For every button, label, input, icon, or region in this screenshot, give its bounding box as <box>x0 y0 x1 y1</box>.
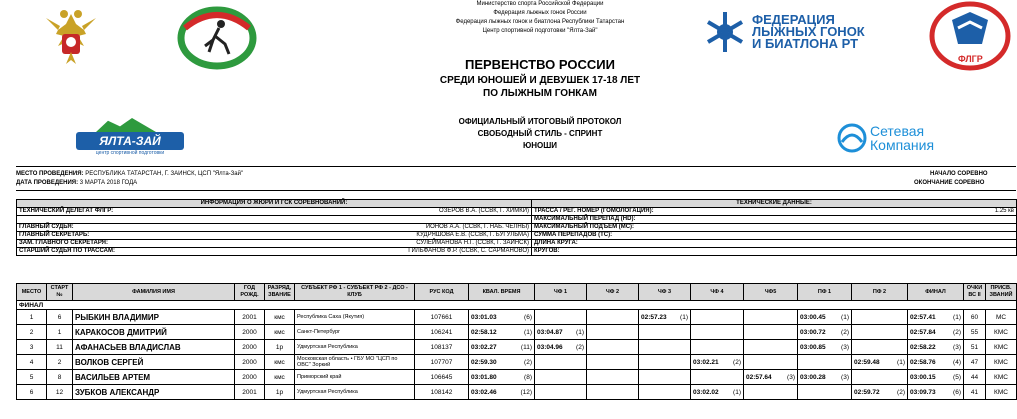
sf2-time <box>852 385 908 400</box>
column-header: СТАРТ № <box>47 284 73 301</box>
rank-cell: 1р <box>265 385 295 400</box>
sf1-time <box>798 385 852 400</box>
setevaya-company-logo <box>836 122 956 156</box>
place-cell: 5 <box>17 370 47 385</box>
points-cell: 47 <box>964 355 986 370</box>
qual-time <box>469 325 535 340</box>
jury-section-title: ИНФОРМАЦИЯ О ЖЮРИ И ГСК СОРЕВНОВАНИЙ: <box>17 200 532 208</box>
sf1-time <box>798 370 852 385</box>
table-row <box>17 340 1017 355</box>
region-cell: Республика Саха (Якутия) <box>295 310 415 325</box>
sf2-time <box>852 310 908 325</box>
jury-row <box>17 208 532 216</box>
final-time-position: (6) <box>953 388 961 396</box>
technical-row <box>532 224 1017 232</box>
qf4-time <box>691 370 744 385</box>
jury-row <box>17 232 532 240</box>
page-subtitle-1: СРЕДИ ЮНОШЕЙ И ДЕВУШЕК 17-18 ЛЕТ <box>439 75 641 86</box>
athlete-name: РЫБКИН ВЛАДИМИР <box>73 310 235 325</box>
protocol-group: ЮНОШИ <box>522 141 558 150</box>
table-row <box>17 355 1017 370</box>
sf1-time-position: (3) <box>841 373 849 381</box>
table-row <box>17 325 1017 340</box>
jury-row <box>17 216 532 224</box>
technical-row <box>532 208 1017 216</box>
column-header: ФИНАЛ <box>908 284 964 301</box>
rus-code: 107661 <box>415 310 469 325</box>
final-time-value: 02:57.41 <box>910 313 936 321</box>
qf3-time <box>639 355 691 370</box>
qf1-time-position: (2) <box>576 343 584 351</box>
column-header: ПРИСВ. ЗВАНИЙ <box>986 284 1017 301</box>
column-header: ЧФ 3 <box>639 284 691 301</box>
qf3-time-value: 02:57.23 <box>641 313 667 321</box>
rus-code: 108142 <box>415 385 469 400</box>
sf1-time-value: 03:00.45 <box>800 313 826 321</box>
qf2-time <box>587 355 639 370</box>
athlete-name: ЗУБКОВ АЛЕКСАНДР <box>73 385 235 400</box>
qf4-time-position: (1) <box>733 388 741 396</box>
qf1-time-value: 03:04.96 <box>537 343 563 351</box>
qf4-time <box>691 340 744 355</box>
sf2-time <box>852 340 908 355</box>
final-time-position: (3) <box>953 343 961 351</box>
bib-cell: 11 <box>47 340 73 355</box>
bib-cell: 2 <box>47 355 73 370</box>
column-header: ЧФ5 <box>744 284 798 301</box>
final-time <box>908 370 964 385</box>
birth-year: 2000 <box>235 325 265 340</box>
column-header: ОЧКИ ВС II <box>964 284 986 301</box>
region-cell: Московская область • ГБУ МО "ЦСП по ОВС" Зоркий <box>295 355 415 370</box>
sf2-time <box>852 370 908 385</box>
jury-value: ГИЛЬФАНОВ Ф.Р. (ССВК, С. САРМАНОВО) <box>408 248 529 254</box>
results-header-row <box>17 284 1017 301</box>
jury-label: ЗАМ. ГЛАВНОГО СЕКРЕТАРЯ: <box>19 240 108 246</box>
qf1-time <box>535 370 587 385</box>
qf3-time <box>639 310 691 325</box>
protocol-discipline: СВОБОДНЫЙ СТИЛЬ - СПРИНТ <box>477 129 603 138</box>
technical-row <box>532 216 1017 224</box>
final-time-value: 03:00.15 <box>910 373 936 381</box>
sf1-time <box>798 340 852 355</box>
qf5-time-position: (3) <box>787 373 795 381</box>
athlete-name: АФАНАСЬЕВ ВЛАДИСЛАВ <box>73 340 235 355</box>
organizer-lines <box>400 0 680 36</box>
final-time-value: 02:57.84 <box>910 328 936 336</box>
final-time-value: 02:58.76 <box>910 358 936 366</box>
athlete-name: ВОЛКОВ СЕРГЕЙ <box>73 355 235 370</box>
column-header: КВАЛ. ВРЕМЯ <box>469 284 535 301</box>
qual-time-position: (11) <box>520 343 532 351</box>
technical-label: ТРАССА / РЕГ. НОМЕР (ГОМОЛОГАЦИЯ): <box>534 208 654 214</box>
jury-value: СУЛЕЙМАНОВА Н.Г. (ССВК, Г. ЗАИНСК) <box>416 240 529 246</box>
qf1-time <box>535 310 587 325</box>
region-cell: Удмуртская Республика <box>295 340 415 355</box>
awarded-title: КМС <box>986 325 1017 340</box>
column-header: ПФ 1 <box>798 284 852 301</box>
place-cell: 3 <box>17 340 47 355</box>
awarded-title: КМС <box>986 340 1017 355</box>
place-cell: 6 <box>17 385 47 400</box>
technical-row <box>532 248 1017 256</box>
final-time <box>908 340 964 355</box>
qf2-time <box>587 340 639 355</box>
organizer-line: Федерация лыжных гонок и биатлона Республики Татарстан <box>455 19 625 25</box>
column-header: ЧФ 4 <box>691 284 744 301</box>
technical-label: МАКСИМАЛЬНЫЙ ПЕРЕПАД (HD): <box>534 216 636 222</box>
awarded-title: КМС <box>986 370 1017 385</box>
jury-row <box>17 240 532 248</box>
sf1-time-value: 03:00.28 <box>800 373 826 381</box>
yalta-zai-logo <box>76 118 184 158</box>
column-header: МЕСТО <box>17 284 47 301</box>
qf2-time <box>587 385 639 400</box>
technical-label: СУММА ПЕРЕПАДОВ (ТС): <box>534 232 613 238</box>
qual-time-position: (2) <box>524 358 532 366</box>
rus-code: 106645 <box>415 370 469 385</box>
final-time-position: (4) <box>953 358 961 366</box>
table-row <box>17 370 1017 385</box>
organizer-line: Федерация лыжных гонок России <box>493 10 587 16</box>
section-row <box>17 301 1017 310</box>
qual-time <box>469 355 535 370</box>
sf2-time-position: (1) <box>897 358 905 366</box>
qf1-time <box>535 355 587 370</box>
qf4-time <box>691 355 744 370</box>
qf2-time <box>587 325 639 340</box>
qf5-time-value: 02:57.64 <box>746 373 772 381</box>
sf1-time <box>798 310 852 325</box>
yalta-logo-subtitle: центр спортивной подготовки <box>95 150 165 156</box>
qf5-time <box>744 325 798 340</box>
final-time <box>908 385 964 400</box>
birth-year: 2000 <box>235 370 265 385</box>
bib-cell: 8 <box>47 370 73 385</box>
section-label: ФИНАЛ <box>17 301 1017 310</box>
qf1-time <box>535 340 587 355</box>
setevaya-logo-text-2: Компания <box>870 137 935 153</box>
qual-time-value: 03:02.46 <box>471 388 497 396</box>
qf2-time <box>587 310 639 325</box>
qual-time <box>469 370 535 385</box>
technical-value: 1.25 кв <box>994 208 1014 214</box>
technical-section-title: ТЕХНИЧЕСКИЕ ДАННЫЕ: <box>532 200 1017 208</box>
sf1-time-value: 03:00.85 <box>800 343 826 351</box>
qf3-time-position: (1) <box>680 313 688 321</box>
qf1-time-position: (1) <box>576 328 584 336</box>
place-cell: 1 <box>17 310 47 325</box>
date-value: 3 МАРТА 2018 ГОДА <box>79 180 138 186</box>
rank-cell: кмс <box>265 355 295 370</box>
rus-code: 107707 <box>415 355 469 370</box>
region-cell: Приморский край <box>295 370 415 385</box>
results-table <box>16 283 1017 400</box>
birth-year: 2001 <box>235 310 265 325</box>
final-time-value: 03:09.73 <box>910 388 936 396</box>
final-time <box>908 325 964 340</box>
region-cell: Санкт-Петербург <box>295 325 415 340</box>
qf4-time-value: 03:02.21 <box>693 358 719 366</box>
jury-value: ИОНОВ А.А. (ССВК, Г. НАБ. ЧЕЛНЫ) <box>425 224 529 230</box>
final-time-position: (2) <box>953 328 961 336</box>
column-header: ЧФ 1 <box>535 284 587 301</box>
technical-label: КРУГОВ: <box>534 248 560 254</box>
page-title: ПЕРВЕНСТВО РОССИИ <box>464 57 615 72</box>
start-time-label: НАЧАЛО СОРЕВНО <box>930 171 988 177</box>
points-cell: 51 <box>964 340 986 355</box>
athlete-name: КАРАКОСОВ ДМИТРИЙ <box>73 325 235 340</box>
federation-logo-text-3: И БИАТЛОНА РТ <box>752 36 859 51</box>
jury-value: КУДРЯШОВА Е.В. (ССВК, Г. БУГУЛЬМА) <box>416 232 529 238</box>
birth-year: 2000 <box>235 355 265 370</box>
points-cell: 55 <box>964 325 986 340</box>
place-cell: 4 <box>17 355 47 370</box>
sf1-time-position: (1) <box>841 313 849 321</box>
sf2-time-value: 02:59.48 <box>854 358 880 366</box>
sf2-time-value: 02:59.72 <box>854 388 880 396</box>
column-header: ФАМИЛИЯ ИМЯ <box>73 284 235 301</box>
qf3-time <box>639 370 691 385</box>
qf5-time <box>744 355 798 370</box>
meta-block <box>16 166 1016 191</box>
final-time <box>908 310 964 325</box>
place-value: РЕСПУБЛИКА ТАТАРСТАН, Г. ЗАИНСК, ЦСП "Ялта-Зай" <box>85 171 244 177</box>
rus-code: 106241 <box>415 325 469 340</box>
final-time-value: 02:58.22 <box>910 343 936 351</box>
final-time <box>908 355 964 370</box>
jury-technical-table <box>16 199 1017 256</box>
awarded-title: МС <box>986 310 1017 325</box>
qf3-time <box>639 385 691 400</box>
qual-time-value: 03:01.03 <box>471 313 497 321</box>
tatarstan-sport-logo <box>177 6 257 70</box>
sf1-time <box>798 355 852 370</box>
bib-cell: 12 <box>47 385 73 400</box>
protocol-title: ОФИЦИАЛЬНЫЙ ИТОГОВЫЙ ПРОТОКОЛ <box>458 117 622 126</box>
qf4-time <box>691 385 744 400</box>
sf1-time <box>798 325 852 340</box>
jury-label: ТЕХНИЧЕСКИЙ ДЕЛЕГАТ ФЛГР: <box>19 208 114 214</box>
qual-time-position: (1) <box>524 328 532 336</box>
jury-row <box>17 224 532 232</box>
qf2-time <box>587 370 639 385</box>
rank-cell: 1р <box>265 340 295 355</box>
qf4-time <box>691 325 744 340</box>
flgr-logo-text: ФЛГР <box>958 54 983 64</box>
qf5-time <box>744 370 798 385</box>
qf1-time <box>535 325 587 340</box>
column-header: РАЗРЯД, ЗВАНИЕ <box>265 284 295 301</box>
points-cell: 44 <box>964 370 986 385</box>
qual-time-value: 03:01.80 <box>471 373 497 381</box>
flgr-logo <box>922 0 1006 70</box>
organizer-line: Министерство спорта Российской Федерации <box>476 1 604 7</box>
region-cell: Удмуртская Республика <box>295 385 415 400</box>
jury-label: СТАРШИЙ СУДЬЯ ПО ТРАССАМ: <box>19 248 115 254</box>
final-time-position: (5) <box>953 373 961 381</box>
date-label: ДАТА ПРОВЕДЕНИЯ: <box>16 180 79 186</box>
qf4-time-position: (2) <box>733 358 741 366</box>
column-header: СУБЪЕКТ РФ 1 - СУБЪЕКТ РФ 2 - ДСО - КЛУБ <box>295 284 415 301</box>
rank-cell: кмс <box>265 370 295 385</box>
place-label: МЕСТО ПРОВЕДЕНИЯ: <box>16 171 84 177</box>
column-header: РУС КОД <box>415 284 469 301</box>
points-cell: 41 <box>964 385 986 400</box>
column-header: ЧФ 2 <box>587 284 639 301</box>
russia-emblem-logo <box>38 4 104 70</box>
qual-time-position: (12) <box>520 388 532 396</box>
awarded-title: КМС <box>986 355 1017 370</box>
table-row <box>17 385 1017 400</box>
column-header: ГОД РОЖД. <box>235 284 265 301</box>
qf3-time <box>639 340 691 355</box>
jury-label: ГЛАВНЫЙ СЕКРЕТАРЬ: <box>19 232 90 238</box>
bib-cell: 6 <box>47 310 73 325</box>
qual-time-position: (8) <box>524 373 532 381</box>
birth-year: 2000 <box>235 340 265 355</box>
table-row <box>17 310 1017 325</box>
yalta-logo-text: ЯЛТА-ЗАЙ <box>99 134 161 148</box>
sf2-time <box>852 355 908 370</box>
qf5-time <box>744 310 798 325</box>
athlete-name: ВАСИЛЬЕВ АРТЕМ <box>73 370 235 385</box>
qf4-time <box>691 310 744 325</box>
technical-label: ДЛИНА КРУГА: <box>534 240 578 246</box>
technical-label: МАКСИМАЛЬНЫЙ ПОДЪЕМ (МС): <box>534 224 635 230</box>
qf5-time <box>744 340 798 355</box>
organizer-line: Центр спортивной подготовки "Ялта-Зай" <box>482 28 598 34</box>
sf1-time-position: (2) <box>841 328 849 336</box>
bib-cell: 1 <box>47 325 73 340</box>
federation-rt-logo <box>700 8 880 58</box>
qf4-time-value: 03:02.02 <box>693 388 719 396</box>
qf5-time <box>744 385 798 400</box>
jury-row <box>17 248 532 256</box>
qf1-time <box>535 385 587 400</box>
place-cell: 2 <box>17 325 47 340</box>
page-subtitle-2: ПО ЛЫЖНЫМ ГОНКАМ <box>483 88 597 99</box>
qual-time-position: (6) <box>524 313 532 321</box>
qf3-time <box>639 325 691 340</box>
qual-time-value: 02:58.12 <box>471 328 497 336</box>
final-time-position: (1) <box>953 313 961 321</box>
federation-logo-text-1: ФЕДЕРАЦИЯ <box>752 12 835 27</box>
qf1-time-value: 03:04.87 <box>537 328 563 336</box>
birth-year: 2001 <box>235 385 265 400</box>
qual-time <box>469 385 535 400</box>
technical-row <box>532 240 1017 248</box>
jury-label: ГЛАВНЫЙ СУДЬЯ: <box>19 224 74 230</box>
qual-time-value: 03:02.27 <box>471 343 497 351</box>
sf2-time-position: (2) <box>897 388 905 396</box>
column-header: ПФ 2 <box>852 284 908 301</box>
federation-logo-text-2: ЛЫЖНЫХ ГОНОК <box>752 24 865 39</box>
end-time-label: ОКОНЧАНИЕ СОРЕВНО <box>914 180 985 186</box>
technical-row <box>532 232 1017 240</box>
awarded-title: КМС <box>986 385 1017 400</box>
qual-time <box>469 340 535 355</box>
sf1-time-value: 03:00.72 <box>800 328 826 336</box>
qual-time <box>469 310 535 325</box>
rank-cell: кмс <box>265 310 295 325</box>
sf1-time-position: (3) <box>841 343 849 351</box>
points-cell: 60 <box>964 310 986 325</box>
setevaya-logo-text-1: Сетевая <box>870 123 925 139</box>
qual-time-value: 02:59.30 <box>471 358 497 366</box>
rus-code: 108137 <box>415 340 469 355</box>
rank-cell: кмс <box>265 325 295 340</box>
sf2-time <box>852 325 908 340</box>
jury-value: ОЗЕРОВ В.А. (ССВК, Г. ХИМКИ) <box>439 208 529 214</box>
